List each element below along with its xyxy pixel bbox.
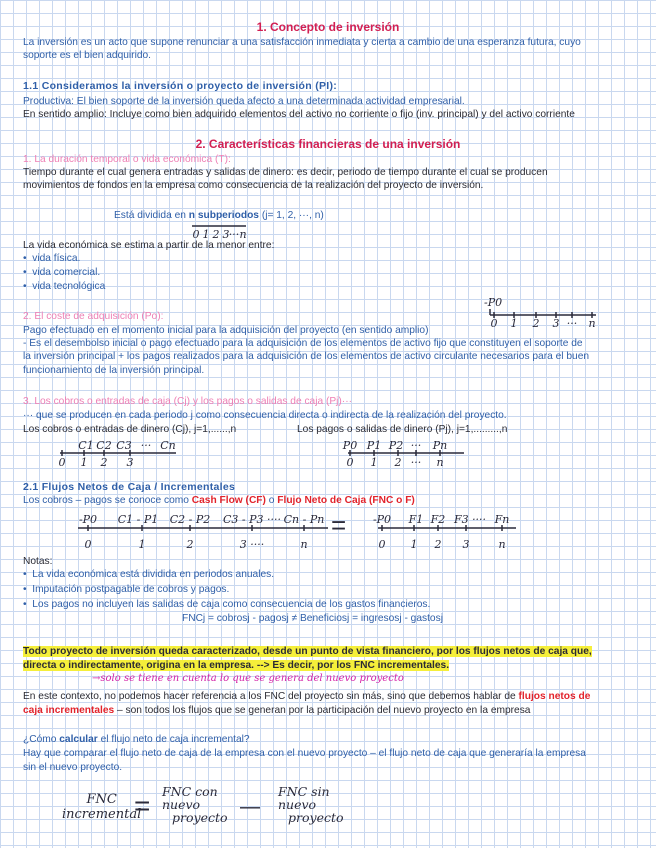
cf-right-top-label: F1 xyxy=(408,513,424,526)
pagos-top-label: Pn xyxy=(432,439,448,452)
cf-timeline-left xyxy=(66,508,336,552)
cf-left-top-label: C2 - P2 xyxy=(169,513,211,526)
highlight-line-1: Todo proyecto de inversión queda caracterizado, desde un punto de vista financiero, por los flujos netos de caja que, xyxy=(23,646,592,657)
contexto-pre: En este contexto, no podemos hacer referencia a los FNC del proyecto sin más, sino que debemos hablar de xyxy=(23,691,516,702)
highlight-line-2: directa o indirectamente, origina en la empresa. --> Es decir, por los FNC incrementales. xyxy=(23,660,450,671)
cobros-timeline xyxy=(52,438,182,472)
cf-left-label: 3 ···· xyxy=(239,538,265,551)
handwritten-note: →solo se tiene en cuenta lo que se genera del nuevo proyecto xyxy=(92,673,404,684)
amplio-text: En sentido amplio: Incluye como bien adquirido elementos del activo no corriente o fijo (inv. principal) y del activo corriente xyxy=(23,109,575,120)
cobros-top-label: C2 xyxy=(96,439,112,452)
cobros-label: 1 xyxy=(80,456,88,469)
cf-right-label: 0 xyxy=(378,538,386,551)
pagos-label: 2 xyxy=(394,456,402,469)
cash-flow-or: o xyxy=(268,495,275,506)
cf-left-top-label: Cn - Pn xyxy=(283,513,325,526)
pagos-label: 1 xyxy=(370,456,378,469)
cf-left-label: n xyxy=(300,538,308,551)
cf-right-label: 2 xyxy=(434,538,442,551)
cobros-label: 0 xyxy=(58,456,66,469)
cobros-label: Los cobros o entradas de dinero (Cj), j=1,......,n xyxy=(23,424,237,435)
vida-item: • vida física. xyxy=(23,253,81,264)
cf-right-label: 1 xyxy=(410,538,418,551)
section-2-1-heading: 2.1 Flujos Netos de Caja / Incrementales xyxy=(23,481,236,493)
cash-flow-term: Cash Flow (CF) xyxy=(191,495,266,506)
contexto-line-2 xyxy=(23,704,530,717)
pago-line: Pago efectuado en el momento inicial para la adquisición del proyecto (en sentido amplio) xyxy=(23,325,429,336)
cf-right-top-label: -P0 xyxy=(372,513,392,526)
tiempo-line-2: movimientos de fondos en la empresa como consecuencia de la realización del proyecto de inversión. xyxy=(23,180,484,191)
vida-intro: La vida económica se estima a partir de la menor entre: xyxy=(23,240,275,251)
hand-formula-left: FNC incremental xyxy=(62,792,142,822)
contexto-line-1 xyxy=(23,690,590,703)
po-label: 1 xyxy=(510,317,518,330)
po-label: 3 xyxy=(552,317,560,330)
cf-right-top-label: F3 ···· xyxy=(453,513,487,526)
cf-left-label: 0 xyxy=(84,538,92,551)
subperiods-label: 1 xyxy=(202,228,210,241)
po-label: 2 xyxy=(532,317,540,330)
definition-line-1: La inversión es un acto que supone renunciar a una satisfacción inmediata y cierta a cambio de una esperanza futura, cuyo xyxy=(23,37,581,48)
cash-flow-pre: Los cobros – pagos se conoce como xyxy=(23,495,189,506)
cf-left-label: 2 xyxy=(186,538,194,551)
cf-right-label: 3 xyxy=(462,538,470,551)
cf-timeline-right xyxy=(366,508,522,552)
pagos-top-label: P0 xyxy=(342,439,358,452)
calc-pre: ¿Cómo xyxy=(23,734,57,745)
desembolso-line-3: funcionamiento de la inversión principal. xyxy=(23,365,205,376)
cobros-top-label: Cn xyxy=(160,439,176,452)
subperiods-label: n xyxy=(239,228,247,241)
pagos-label: n xyxy=(436,456,444,469)
po-label: n xyxy=(588,317,596,330)
cf-left-top-label: -P0 xyxy=(78,513,98,526)
coste-subheading: 2. El coste de adquisición (Po): xyxy=(23,311,164,322)
vida-item: • vida tecnológica xyxy=(23,281,106,292)
flujos-term-2: caja incrementales xyxy=(23,705,115,716)
duracion-subheading: 1. La duración temporal o vida económica (T): xyxy=(23,154,231,165)
cf-left-top-label: C3 - P3 ···· xyxy=(222,513,282,526)
cf-right-top-label: F2 xyxy=(430,513,446,526)
hand-formula-minus: — xyxy=(240,796,260,818)
hand-formula-right: FNC sin nuevo proyecto xyxy=(278,784,344,825)
cf-left-top-label: C1 - P1 xyxy=(117,513,159,526)
cash-flow-line xyxy=(23,494,415,507)
cf-right-top-label: Fn xyxy=(494,513,510,526)
calc-answer-1: Hay que comparar el flujo neto de caja de la empresa con el nuevo proyecto – el flujo neto de caja que generaría la empresa xyxy=(23,748,586,759)
subperiods-label: 3 xyxy=(222,228,230,241)
pagos-top-label: ··· xyxy=(410,439,422,452)
calc-answer-2: sin el nuevo proyecto. xyxy=(23,762,123,773)
po-label: ··· xyxy=(566,317,578,330)
section-2-title: 2. Características financieras de una inversión xyxy=(195,137,461,151)
cf-right-label: n xyxy=(498,538,506,551)
hand-formula-middle: FNC con nuevo proyecto xyxy=(162,784,228,825)
calc-bold: calcular xyxy=(59,734,98,745)
subperiodos-post: (j= 1, 2, ···, n) xyxy=(261,210,324,221)
pagos-top-label: P1 xyxy=(366,439,382,452)
calc-question xyxy=(23,733,250,746)
fnc-term: Flujo Neto de Caja (FNC o F) xyxy=(277,495,415,506)
cobros-pagos-subheading: 3. Los cobros o entradas de caja (Cj) y los pagos o salidas de caja (Pj)··· xyxy=(23,396,352,407)
po-timeline xyxy=(484,296,602,330)
pagos-timeline xyxy=(340,438,470,472)
pagos-label: 0 xyxy=(346,456,354,469)
calc-post: el flujo neto de caja incremental? xyxy=(100,734,250,745)
cobros-top-label: C3 xyxy=(116,439,132,452)
subperiods-label: 0 xyxy=(192,228,200,241)
vida-item: • vida comercial. xyxy=(23,267,101,278)
cobros-top-label: ··· xyxy=(140,439,152,452)
subperiodos-pre: Está dividida en xyxy=(114,210,186,221)
desembolso-line-2: la inversión principal + los pagos realizados para la adquisición de los elementos de activo circulante necesarios para el buen xyxy=(23,351,590,362)
contexto-post: – son todos los flujos que se generan por la participación del nuevo proyecto en la empresa xyxy=(117,705,531,716)
pagos-label: ··· xyxy=(410,456,422,469)
subperiods-label: 2 xyxy=(212,228,220,241)
cobros-top-label: C1 xyxy=(78,439,94,452)
flujos-term-1: flujos netos de xyxy=(518,691,591,702)
subperiodos-line xyxy=(114,209,324,222)
cobros-label: 3 xyxy=(126,456,134,469)
hand-formula-equals: = xyxy=(134,790,151,821)
subperiods-label: ··· xyxy=(228,228,240,241)
productiva-text: Productiva: El bien soporte de la inversión queda afecto a una determinada actividad empresarial. xyxy=(23,96,465,107)
pagos-top-label: P2 xyxy=(388,439,404,452)
section-1-title: 1. Concepto de inversión xyxy=(256,20,400,34)
fnc-formula: FNCj = cobrosj - pagosj ≠ Beneficiosj = ingresosj - gastosj xyxy=(182,613,443,624)
notas-label: Notas: xyxy=(23,556,53,567)
definition-line-2: soporte es el bien adquirido. xyxy=(23,50,151,61)
tiempo-line-1: Tiempo durante el cual genera entradas y salidas de dinero: es decir, periodo de tiempo durante el cual se producen xyxy=(23,167,548,178)
equals-sign: = xyxy=(331,510,347,540)
po-label: -P0 xyxy=(484,296,503,309)
cobros-label: 2 xyxy=(100,456,108,469)
pagos-label: Los pagos o salidas de dinero (Pj), j=1,.........,n xyxy=(297,424,508,435)
nota-item: • La vida económica está dividida en periodos anuales. xyxy=(23,569,275,580)
cf-left-label: 1 xyxy=(138,538,146,551)
nota-item: • Imputación postpagable de cobros y pagos. xyxy=(23,584,230,595)
section-1-1-heading: 1.1 Consideramos la inversión o proyecto de inversión (PI): xyxy=(23,80,338,92)
desembolso-line-1: - Es el desembolso inicial o pago efectuado para la adquisición de los elementos de activo fijo que constituyen el soporte de xyxy=(23,338,583,349)
subperiodos-bold: n subperiodos xyxy=(188,210,259,221)
po-label: 0 xyxy=(490,317,498,330)
cobros-pagos-line: ··· que se producen en cada periodo j como consecuencia directa o indirecta de la realización del proyecto. xyxy=(23,410,507,421)
nota-item: • Los pagos no incluyen las salidas de caja como consecuencia de los gastos financieros. xyxy=(23,599,431,610)
